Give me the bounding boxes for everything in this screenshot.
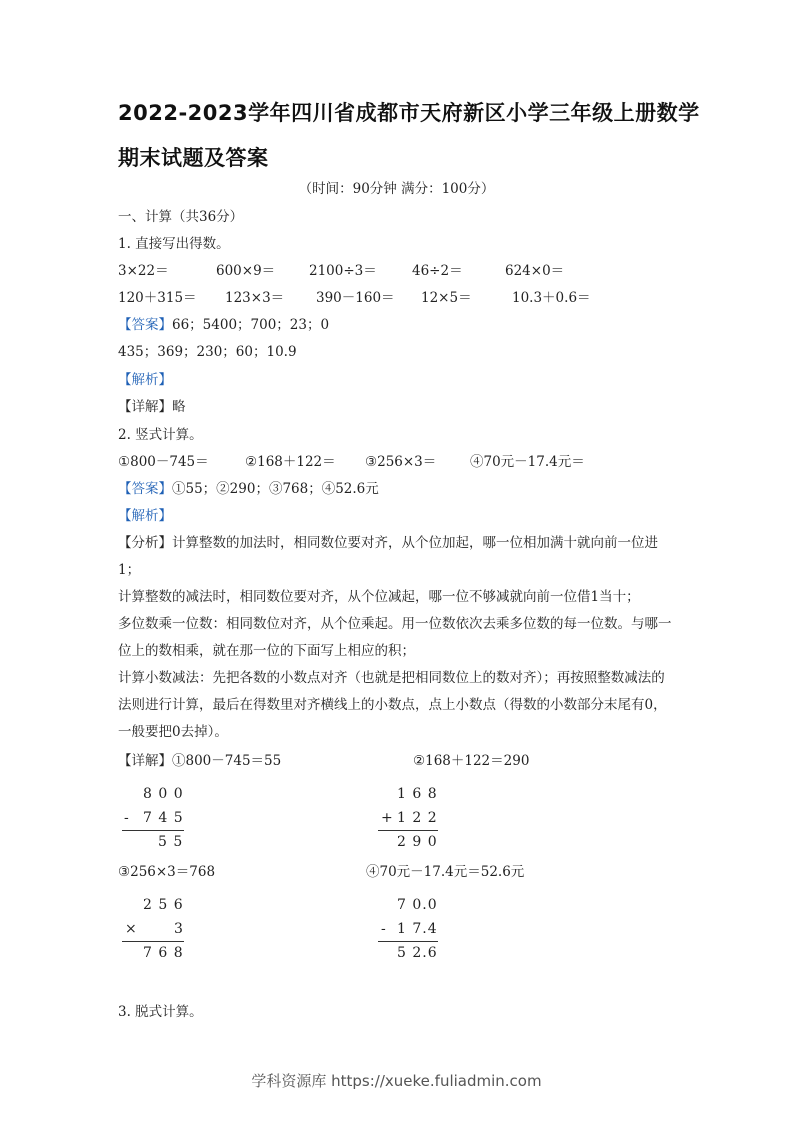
- vcalc-top: 2 5 6: [143, 897, 183, 913]
- q1-item: 2100÷3＝: [309, 263, 377, 279]
- document-title-line1: 2022-2023学年四川省成都市天府新区小学三年级上册数学: [118, 101, 700, 125]
- vcalc-second: 1 7.4: [397, 921, 438, 937]
- q1-item: 390－160＝: [316, 290, 395, 306]
- answer-text: 66；5400；700；23；0: [172, 317, 330, 333]
- q1-item: 120＋315＝: [118, 290, 197, 306]
- q2-detail-2: ②168＋122＝290: [413, 753, 530, 769]
- vcalc-top: 1 6 8: [397, 786, 437, 802]
- answer-text: ①55；②290；③768；④52.6元: [172, 481, 379, 497]
- question-3-label: 3. 脱式计算。: [118, 1004, 203, 1020]
- vcalc-second: 1 2 2: [397, 810, 437, 826]
- question-1-label: 1. 直接写出得数。: [118, 236, 230, 252]
- footer-watermark: 学科资源库 https://xueke.fuliadmin.com: [251, 1072, 542, 1090]
- q1-answer: [118, 316, 329, 334]
- exam-info: （时间：90分钟 满分：100分）: [298, 181, 495, 197]
- q1-item: 46÷2＝: [412, 263, 463, 279]
- q2-item: ④70元－17.4元＝: [470, 454, 585, 470]
- q2-detail-4: ④70元－17.4元＝52.6元: [366, 864, 525, 880]
- vcalc-operator: -: [124, 810, 129, 826]
- vcalc-operator: ×: [125, 921, 137, 937]
- q2-analysis-paragraph: 【分析】计算整数的加法时，相同数位要对齐，从个位加起，哪一位相加满十就向前一位进1；: [118, 535, 658, 578]
- detail-text: ①800－745＝55: [172, 753, 282, 769]
- vcalc-result: 2 9 0: [397, 834, 437, 850]
- vcalc-operator: -: [381, 921, 386, 937]
- vcalc-line: [378, 941, 438, 942]
- detail-tag: 【详解】: [118, 753, 172, 769]
- answer-tag: 【答案】: [118, 481, 172, 497]
- q2-item: ②168＋122＝: [245, 454, 336, 470]
- vcalc-result: 5 2.6: [397, 945, 438, 961]
- q2-answer: [118, 480, 379, 498]
- vcalc-top: 8 0 0: [143, 786, 183, 802]
- vcalc-top: 7 0.0: [397, 897, 438, 913]
- vcalc-second: 7 4 5: [143, 810, 183, 826]
- q1-analysis-tag: 【解析】: [118, 372, 172, 388]
- question-2-label: 2. 竖式计算。: [118, 427, 203, 443]
- vcalc-operator: +: [381, 810, 393, 826]
- answer-tag: 【答案】: [118, 317, 172, 333]
- vcalc-second: 3: [174, 921, 183, 937]
- q2-analysis-paragraph: 计算整数的减法时，相同数位要对齐，从个位减起，哪一位不够减就向前一位借1当十；: [118, 589, 640, 605]
- vcalc-line: [122, 830, 184, 831]
- vcalc-line: [122, 941, 184, 942]
- q2-analysis-paragraph: 多位数乘一位数：相同数位对齐，从个位乘起。用一位数依次去乘多位数的每一位数。与哪一位上的数相乘，就在那一位的下面写上相应的积；: [118, 616, 672, 659]
- q2-item: ③256×3＝: [365, 454, 437, 470]
- q2-item: ①800－745＝: [118, 454, 209, 470]
- section-heading: 一、计算（共36分）: [118, 209, 244, 225]
- vcalc-result: 7 6 8: [143, 945, 183, 961]
- q1-item: 123×3＝: [225, 290, 285, 306]
- q1-item: 10.3＋0.6＝: [512, 290, 591, 306]
- q2-analysis-tag: 【解析】: [118, 508, 172, 524]
- q1-answer-line2: 435；369；230；60；10.9: [118, 344, 297, 360]
- document-title-line2: 期末试题及答案: [118, 146, 269, 170]
- q1-detail: 【详解】略: [118, 399, 186, 415]
- q2-detail-3: ③256×3＝768: [118, 864, 216, 880]
- q2-detail-1: [118, 752, 281, 770]
- q1-item: 600×9＝: [216, 263, 276, 279]
- q1-item: 12×5＝: [421, 290, 472, 306]
- q1-item: 3×22＝: [118, 263, 169, 279]
- vcalc-result: 5 5: [158, 834, 183, 850]
- vcalc-line: [378, 830, 438, 831]
- q2-analysis-paragraph: 计算小数减法：先把各数的小数点对齐（也就是把相同数位上的数对齐）；再按照整数减法的法则进行计算，最后在得数里对齐横线上的小数点，点上小数点（得数的小数部分末尾有0，一般要把0去掉）。: [118, 670, 667, 740]
- q1-item: 624×0＝: [505, 263, 565, 279]
